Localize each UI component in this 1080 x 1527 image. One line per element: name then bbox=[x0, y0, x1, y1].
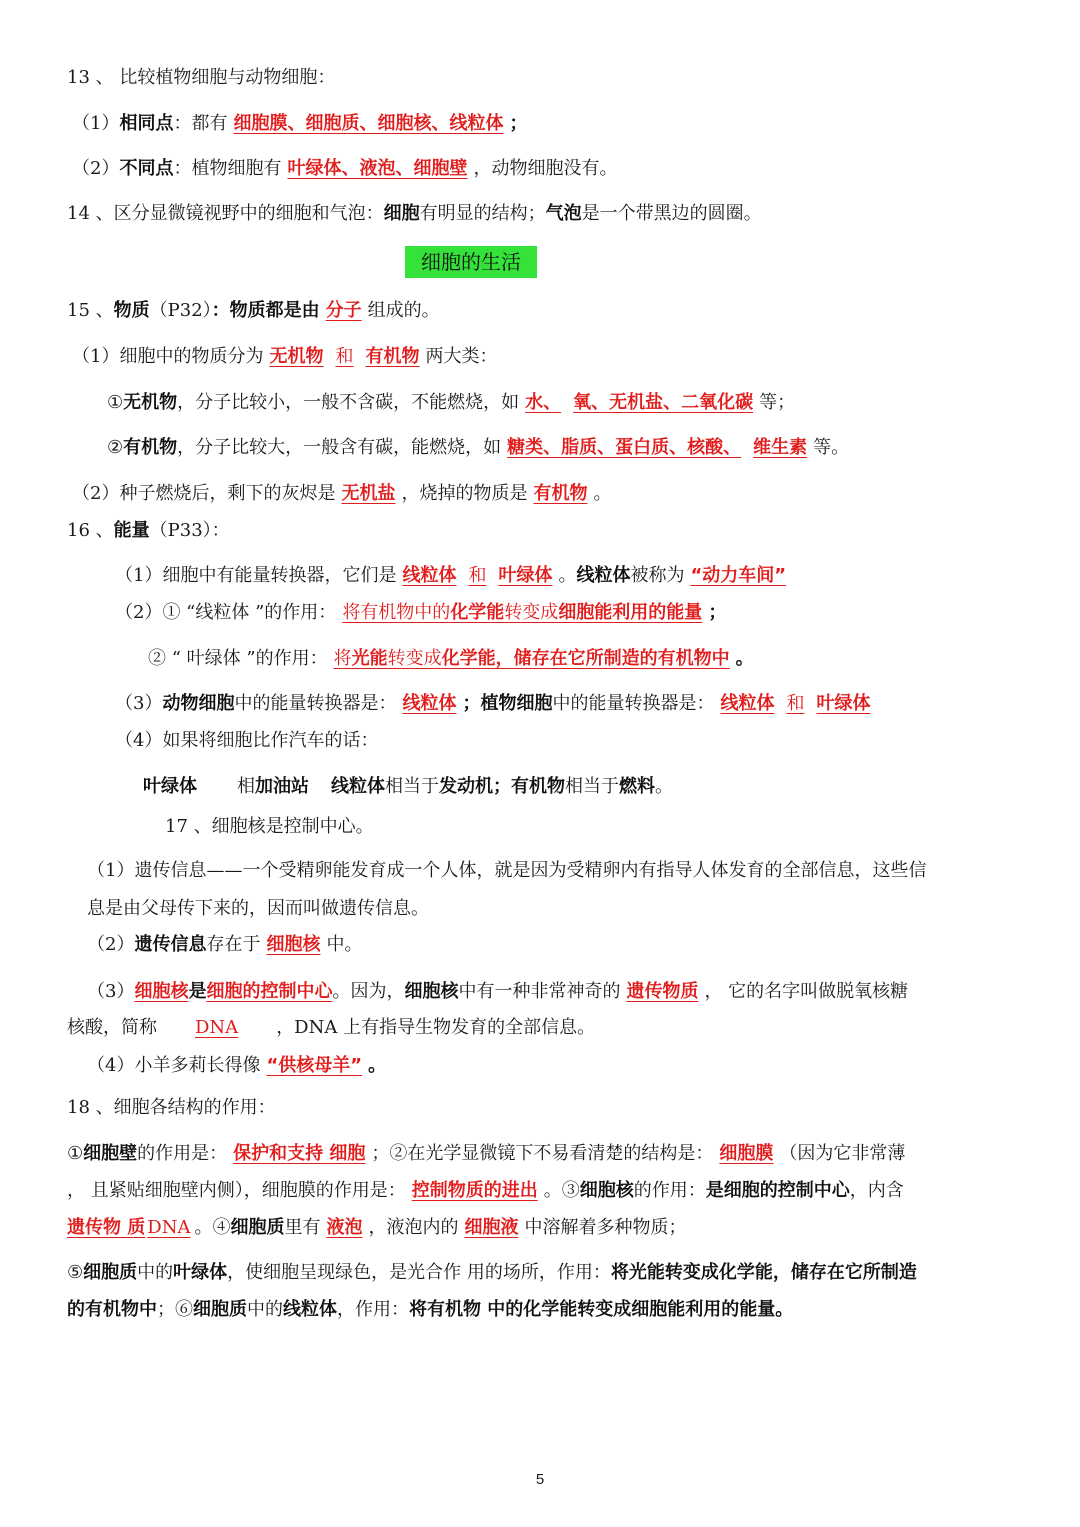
q18-l4-cyto: 细胞质 bbox=[83, 1262, 138, 1283]
q18-l4-mark: ⑤ bbox=[67, 1262, 84, 1283]
q17-p3-answer1: 细胞核 bbox=[134, 981, 189, 1002]
q13-same-end: ； bbox=[509, 113, 528, 134]
q18-l4-text2: ，使细胞呈现绿色，是光合作 用的场所，作用： bbox=[227, 1262, 611, 1283]
q18-l1-wall: 细胞壁 bbox=[83, 1143, 138, 1164]
q13-title bbox=[67, 66, 335, 90]
q17-p2-prefix: （2） bbox=[87, 934, 135, 955]
q18-l1-answer2: 细胞膜 bbox=[719, 1143, 774, 1164]
q16-prefix: 16 、 bbox=[67, 520, 114, 541]
q13-title-text: 13 、 比较植物细胞与动物细胞： bbox=[67, 67, 336, 88]
q18-l2-text4: ，内含 bbox=[849, 1180, 904, 1201]
q18-l2-text2: 。③ bbox=[543, 1180, 580, 1201]
q14-cell: 细胞 bbox=[383, 203, 420, 224]
q18-l5-bold2: 将有机物 中的化学能转变成细胞能利用的能量。 bbox=[409, 1299, 794, 1320]
q16-p2-a3: 转变成 bbox=[504, 602, 559, 623]
q18-l5-text3: ，作用： bbox=[337, 1299, 409, 1320]
q18-l4-text1: 中的 bbox=[137, 1262, 174, 1283]
q16-p1-mito: 线粒体 bbox=[576, 565, 631, 586]
q16-p3-text2: 中的能量转换器是： bbox=[552, 693, 715, 714]
q16-p2b-text: ② “ 叶绿体 ”的作用： bbox=[148, 648, 328, 669]
q15-org-answer2: 维生素 bbox=[753, 437, 808, 458]
q18-l4-bold: 将光能转变成化学能，储存在它所制造 bbox=[610, 1262, 917, 1283]
q17-p4-answer: “供核母羊” bbox=[266, 1055, 363, 1076]
q17-p2-end: 中。 bbox=[326, 934, 363, 955]
q17-p1-line1 bbox=[87, 859, 926, 883]
q15-inorg-label: 无机物 bbox=[123, 392, 178, 413]
q13-diff-line bbox=[72, 157, 617, 181]
q13-diff-answer: 叶绿体、液泡、细胞壁 bbox=[287, 158, 468, 179]
q16-colon: ： bbox=[211, 520, 230, 541]
q17-title bbox=[165, 815, 374, 839]
section-title: 细胞的生活 bbox=[405, 246, 537, 278]
q17-p2-answer: 细胞核 bbox=[266, 934, 321, 955]
q16-p3-answer1: 线粒体 bbox=[402, 693, 457, 714]
q15-p1-end: 两大类： bbox=[425, 346, 498, 367]
q17-p2-line bbox=[87, 933, 362, 957]
q15-page: （P32） bbox=[149, 300, 212, 321]
q17-p1-line2-text: 息是由父母传下来的，因而叫做遗传信息。 bbox=[87, 898, 429, 919]
q16-p3-prefix: （3） bbox=[115, 693, 163, 714]
q16-p2-line bbox=[115, 601, 726, 625]
page-number: 5 bbox=[535, 1471, 545, 1488]
q14-bubble: 气泡 bbox=[545, 203, 582, 224]
q17-p3-text2: 中有一种非常神奇的 bbox=[458, 981, 621, 1002]
q15-org-answer1: 糖类、脂质、蛋白质、核酸、 bbox=[507, 437, 742, 458]
q16-car-xiang: 相 bbox=[237, 776, 255, 797]
q15-organic-line bbox=[107, 436, 849, 460]
q18-l2-answer1: 控制物质的进出 bbox=[411, 1180, 538, 1201]
q15-p1-answer1: 无机物 bbox=[269, 346, 324, 367]
q18-l5-text1: ；⑥ bbox=[157, 1299, 193, 1320]
q17-p4-end: 。 bbox=[368, 1055, 387, 1076]
q16-car-mito: 线粒体 bbox=[331, 776, 385, 797]
q13-same-label: 相同点 bbox=[119, 113, 174, 134]
q16-p2-a2: 化学能 bbox=[450, 602, 505, 623]
q16-car-chloro: 叶绿体 bbox=[143, 776, 197, 797]
q15-end: 组成的。 bbox=[367, 300, 440, 321]
q18-l3-answer1: 遗传物 质 bbox=[67, 1217, 146, 1238]
q16-p3-plant: 植物细胞 bbox=[480, 693, 553, 714]
q15-p1-and: 和 bbox=[335, 346, 354, 367]
q16-p2-a1: 将有机物中的 bbox=[342, 602, 451, 623]
q17-p2-text: 存在于 bbox=[206, 934, 261, 955]
q16-car-org: 有机物 bbox=[511, 776, 565, 797]
q14-prefix: 14 、区分显微镜视野中的细胞和气泡： bbox=[67, 203, 384, 224]
q18-title-text: 18 、细胞各结构的作用： bbox=[67, 1097, 276, 1118]
q16-p1-mid: 。 bbox=[558, 565, 577, 586]
q18-l1-text1: 的作用是： bbox=[137, 1143, 228, 1164]
q14-mid: 有明显的结构； bbox=[419, 203, 546, 224]
q18-l2-text3: 的作用： bbox=[633, 1180, 706, 1201]
q17-p3-line1 bbox=[87, 980, 908, 1004]
q18-line5 bbox=[67, 1298, 793, 1322]
q16-p1-answer1: 线粒体 bbox=[402, 565, 457, 586]
q16-car-eq2: 相当于 bbox=[565, 776, 619, 797]
q13-same-text: ：都有 bbox=[173, 113, 228, 134]
q15-p1-answer2: 有机物 bbox=[365, 346, 420, 367]
q16-page: （P33） bbox=[149, 520, 212, 541]
q16-p2b-a3: 转变成 bbox=[387, 648, 442, 669]
q13-same-answer: 细胞膜、细胞质、细胞核、线粒体 bbox=[233, 113, 504, 134]
q16-p3-text1: 中的能量转换器是： bbox=[234, 693, 397, 714]
q16-p3-answer3: 叶绿体 bbox=[816, 693, 871, 714]
q17-p4-text: （4）小羊多莉长得像 bbox=[87, 1055, 261, 1076]
q15-inorganic-line bbox=[107, 391, 795, 415]
q18-l1-mark: ① bbox=[67, 1143, 84, 1164]
q16-p4-line bbox=[115, 729, 378, 753]
q16-p2-end: ； bbox=[708, 602, 727, 623]
q18-l5-cyto: 细胞质 bbox=[193, 1299, 247, 1320]
q15-org-end: 等。 bbox=[813, 437, 850, 458]
q17-p3-line2-end: ，DNA 上有指导生物发育的全部信息。 bbox=[276, 1017, 596, 1038]
q15-p2-answer1: 无机盐 bbox=[341, 483, 396, 504]
q16-car-sep: ； bbox=[493, 776, 511, 797]
q16-p3-answer2: 线粒体 bbox=[720, 693, 775, 714]
q18-l3-answer3: 液泡 bbox=[326, 1217, 363, 1238]
q13-same-prefix: （1） bbox=[72, 113, 120, 134]
q13-same-line bbox=[72, 112, 527, 136]
q17-p3-nucleus: 细胞核 bbox=[404, 981, 459, 1002]
q15-p2-line bbox=[72, 482, 611, 506]
q17-p3-text3: ， 它的名字叫做脱氧核糖 bbox=[704, 981, 909, 1002]
q18-l5-text2: 中的 bbox=[247, 1299, 283, 1320]
q15-p1-line bbox=[72, 345, 497, 369]
q16-p2b-a2: 光能 bbox=[351, 648, 388, 669]
q18-line4 bbox=[67, 1261, 917, 1285]
q16-label: 能量 bbox=[113, 520, 150, 541]
q18-l1-text2: ；②在光学显微镜下不易看清楚的结构是： bbox=[371, 1143, 714, 1164]
q18-line2 bbox=[67, 1179, 904, 1203]
q18-l3-answer4: 细胞液 bbox=[464, 1217, 519, 1238]
q16-p3-and: 和 bbox=[786, 693, 805, 714]
q18-l5-mito: 线粒体 bbox=[283, 1299, 337, 1320]
q13-diff-text: ：植物细胞有 bbox=[173, 158, 282, 179]
q15-p2-end: 。 bbox=[593, 483, 612, 504]
q17-p2-label: 遗传信息 bbox=[134, 934, 207, 955]
q18-l3-text4: 中溶解着多种物质； bbox=[524, 1217, 687, 1238]
q16-car-line bbox=[143, 775, 673, 799]
q18-l5-bold1: 的有机物中 bbox=[67, 1299, 157, 1320]
q17-p3-answer4: DNA bbox=[195, 1017, 239, 1038]
q13-diff-prefix: （2） bbox=[72, 158, 120, 179]
q17-p3-line2-text: 核酸，简称 bbox=[67, 1017, 157, 1038]
q15-inorg-answer1: 水、 bbox=[525, 392, 562, 413]
q13-diff-end: ，动物细胞没有。 bbox=[473, 158, 618, 179]
q16-p2-text: （2）① “线粒体 ”的作用： bbox=[115, 602, 337, 623]
q18-l1-answer1: 保护和支持 细胞 bbox=[233, 1143, 366, 1164]
q15-org-label: 有机物 bbox=[123, 437, 178, 458]
q18-l3-answer2: DNA bbox=[147, 1217, 191, 1238]
q18-line3 bbox=[67, 1216, 686, 1240]
q16-car-end: 。 bbox=[655, 776, 673, 797]
q15-p2-answer2: 有机物 bbox=[533, 483, 588, 504]
q15-line bbox=[67, 299, 440, 323]
q16-p1-answer3: “动力车间” bbox=[690, 565, 787, 586]
q15-inorg-answer2: 氧、无机盐、二氧化碳 bbox=[573, 392, 754, 413]
q13-diff-label: 不同点 bbox=[119, 158, 174, 179]
q16-car-fuel: 燃料 bbox=[619, 776, 655, 797]
q17-p3-prefix: （3） bbox=[87, 981, 135, 1002]
q15-inorg-end: 等； bbox=[759, 392, 796, 413]
q16-p2b-a1: 将 bbox=[333, 648, 352, 669]
q17-p3-answer2: 细胞的控制中心 bbox=[206, 981, 333, 1002]
q17-p1-line1-text: （1）遗传信息——一个受精卵能发育成一个人体，就是因为受精卵内有指导人体发育的全部信息，这些信 bbox=[87, 860, 927, 881]
q16-car-engine: 发动机 bbox=[439, 776, 493, 797]
q15-p1-text: （1）细胞中的物质分为 bbox=[72, 346, 264, 367]
q18-title bbox=[67, 1096, 276, 1120]
q16-p2b-end: 。 bbox=[735, 648, 754, 669]
q16-p4-text: （4）如果将细胞比作汽车的话： bbox=[115, 730, 379, 751]
q16-p3-sep: ； bbox=[462, 693, 481, 714]
q15-prefix: 15 、 bbox=[67, 300, 114, 321]
q16-p2b-a4: 化学能，储存在它所制造的有机物中 bbox=[441, 648, 730, 669]
q16-p1-called: 被称为 bbox=[630, 565, 685, 586]
q16-p1-answer2: 叶绿体 bbox=[498, 565, 553, 586]
q17-p1-line2 bbox=[87, 897, 429, 921]
q15-answer: 分子 bbox=[325, 300, 362, 321]
q17-p4-line bbox=[87, 1054, 386, 1078]
q14-line bbox=[67, 202, 762, 226]
q16-p3-line bbox=[115, 692, 876, 716]
q15-label: 物质 bbox=[113, 300, 150, 321]
q18-l3-text1: 。④ bbox=[194, 1217, 231, 1238]
q18-l3-cyto: 细胞质 bbox=[230, 1217, 285, 1238]
q18-l3-text2: 里有 bbox=[284, 1217, 321, 1238]
q15-inorg-mark: ① bbox=[107, 392, 124, 413]
q16-car-gas: 加油站 bbox=[255, 776, 309, 797]
q15-p2-mid: ，烧掉的物质是 bbox=[401, 483, 528, 504]
q18-line1 bbox=[67, 1142, 905, 1166]
q17-p3-line2 bbox=[67, 1016, 595, 1040]
q18-l4-chloro: 叶绿体 bbox=[173, 1262, 228, 1283]
q14-end: 是一个带黑边的圆圈。 bbox=[581, 203, 762, 224]
q16-car-eq1: 相当于 bbox=[385, 776, 439, 797]
q18-l2-bold: 是细胞的控制中心 bbox=[705, 1180, 850, 1201]
q16-p3-animal: 动物细胞 bbox=[162, 693, 235, 714]
q15-org-text: ，分子比较大，一般含有碳，能燃烧，如 bbox=[177, 437, 502, 458]
q16-p1-text: （1）细胞中有能量转换器，它们是 bbox=[115, 565, 397, 586]
q18-l1-text3: （因为它非常薄 bbox=[779, 1143, 906, 1164]
q15-org-mark: ② bbox=[107, 437, 124, 458]
q17-p3-is: 是 bbox=[188, 981, 207, 1002]
q17-title-text: 17 、细胞核是控制中心。 bbox=[165, 816, 374, 837]
q16-p1-line bbox=[115, 564, 792, 588]
q16-p2b-line bbox=[148, 647, 754, 671]
q18-l2-text1: ， 且紧贴细胞壁内侧），细胞膜的作用是： bbox=[67, 1180, 406, 1201]
q15-p2-text: （2）种子燃烧后，剩下的灰烬是 bbox=[72, 483, 336, 504]
q18-l3-text3: ，液泡内的 bbox=[368, 1217, 459, 1238]
q16-p1-and: 和 bbox=[468, 565, 487, 586]
q16-p2-a4: 细胞能利用的能量 bbox=[558, 602, 703, 623]
q17-p3-text1: 。因为， bbox=[332, 981, 405, 1002]
q15-inorg-text: ，分子比较小，一般不含碳，不能燃烧，如 bbox=[177, 392, 520, 413]
q15-text: ：物质都是由 bbox=[211, 300, 320, 321]
q17-p3-answer3: 遗传物质 bbox=[626, 981, 699, 1002]
q16-line bbox=[67, 519, 230, 543]
q18-l2-nucleus: 细胞核 bbox=[579, 1180, 634, 1201]
